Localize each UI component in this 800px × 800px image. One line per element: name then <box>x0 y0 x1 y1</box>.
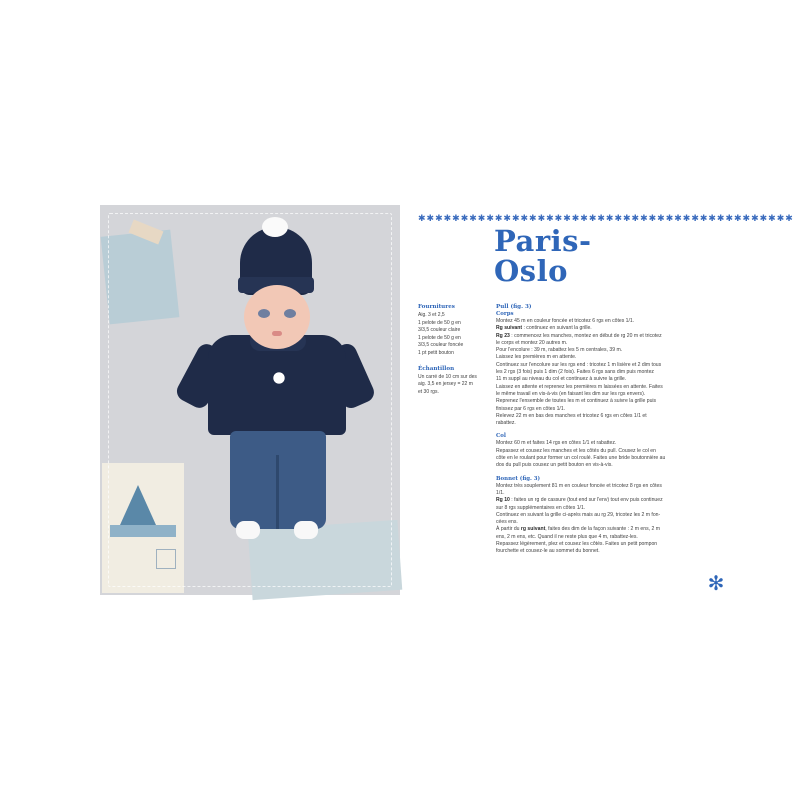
row-label: Rg 23 <box>496 332 510 339</box>
instruction-line <box>496 490 684 497</box>
instruction-line <box>496 497 684 504</box>
instruction-text: le même travail en vis-à-vis (en faisant les dim sur les rgs envers). <box>496 390 646 397</box>
instruction-text: ens, 2 m ens, etc. Quand il ne reste plus que 4 m, rabattez-les. <box>496 533 638 540</box>
instruction-text: 11 m suppl au niveau du col et continuez à suivre la grille. <box>496 376 627 383</box>
bonnet-heading: Bonnet (fig. 3) <box>496 475 541 482</box>
row-label: rg suivant <box>520 526 546 533</box>
instruction-text: fourchette et cousez-le au sommet du bonnet. <box>496 548 600 555</box>
corps-heading: Corps <box>496 311 514 317</box>
title-line-1: Paris- <box>494 224 592 258</box>
materials-sidebar <box>418 304 488 396</box>
fournitures-heading: Fournitures <box>418 304 455 310</box>
instruction-text: les 2 rgs (3 fois) puis 1 dim (2 fois). Faites 6 rgs sans dim puis montez <box>496 369 654 376</box>
instructions <box>496 304 684 556</box>
fournitures-line: Aig. 3 et 2,5 <box>418 312 445 318</box>
instruction-line <box>496 420 684 427</box>
echantillon-line: et 30 rgs. <box>418 388 439 395</box>
col-line: Montez 60 m et faites 14 rgs en côtes 1/1 et rabattez. <box>496 440 617 447</box>
instruction-text: À partir du <box>496 526 521 533</box>
instruction-text: Laissez les premières m en attente. <box>496 354 577 361</box>
instruction-line <box>496 318 684 325</box>
instruction-line <box>496 548 684 555</box>
instruction-line <box>496 534 684 541</box>
instruction-line <box>496 526 684 533</box>
instruction-text: Relevez 22 m en bas des manches et tricotez 6 rgs en côtes 1/1 et <box>496 412 647 419</box>
instruction-line <box>496 369 684 376</box>
instruction-line <box>496 483 684 490</box>
instruction-line <box>496 413 684 420</box>
row-label: Rg 10 <box>496 497 510 504</box>
fournitures-line: 3/3,5 couleur foncée <box>418 342 464 349</box>
bonnet-body <box>496 483 684 556</box>
instruction-text: cées ens. <box>496 519 518 526</box>
echantillon-line: Un carré de 10 cm sur des <box>418 373 477 380</box>
instruction-line <box>496 340 684 347</box>
instruction-line <box>496 406 684 413</box>
instruction-text: , faites des dim de la façon suivante : 2 m ens, 2 m <box>545 526 660 533</box>
pull-heading: Pull (fig. 3) <box>496 304 532 310</box>
instruction-text: Montez très souplement 81 m en couleur foncée et tricotez 8 rgs en côtes <box>496 482 662 489</box>
corps-body <box>496 318 684 427</box>
instruction-text: Pour l'encolure : 39 m, rabattez les 5 m centrales, 39 m. <box>496 347 623 354</box>
echantillon-line: aig. 3,5 en jersey = 22 m <box>418 381 473 388</box>
row-label: Rg suivant <box>496 325 523 332</box>
instruction-line <box>496 325 684 332</box>
instruction-line <box>496 347 684 354</box>
instruction-text: : continuez en suivant la grille. <box>522 325 592 332</box>
instruction-line <box>496 376 684 383</box>
echantillon-heading: Échantillon <box>418 365 455 372</box>
instruction-line <box>496 354 684 361</box>
instruction-text: sur 8 rgs supplémentaires en côtes 1/1. <box>496 504 586 511</box>
col-heading: Col <box>496 433 506 440</box>
fournitures-line: 3/3,5 couleur claire <box>418 327 461 334</box>
instruction-line <box>496 512 684 519</box>
col-line: dos du pull puis cousez un petit bouton en vis-à-vis. <box>496 462 613 469</box>
instruction-text: le corps et montez 20 autres m. <box>496 339 568 346</box>
instruction-line <box>496 391 684 398</box>
instruction-text: 1/1. <box>496 489 505 496</box>
instruction-line <box>496 398 684 405</box>
instruction-line <box>496 541 684 548</box>
fournitures-line: 1 pelote de 50 g en <box>418 334 461 341</box>
instruction-text: rabattez. <box>496 420 516 427</box>
stitched-frame <box>108 213 392 587</box>
instruction-line <box>496 333 684 340</box>
instruction-line <box>496 362 684 369</box>
instruction-line <box>496 505 684 512</box>
instruction-text: Continuez en suivant la grille ci-après mais au rg 29, tricotez les 2 m fon- <box>496 511 661 518</box>
instruction-text: Repassez légèrement, plez et cousez les côtés. Faites un petit pompon <box>496 541 658 548</box>
doll-photo <box>100 205 400 595</box>
col-line: côte en le roulant pour former un col roulé. Faites une bride boutonnière au <box>496 455 666 462</box>
instruction-text: Reprenez l'ensemble de toutes les m et continuez à suivre la grille puis <box>496 398 657 405</box>
snowflake-border: ✱✱✱✱✱✱✱✱✱✱✱✱✱✱✱✱✱✱✱✱✱✱✱✱✱✱✱✱✱✱✱✱✱✱✱✱✱✱✱✱✱✱✱✱ <box>418 213 794 223</box>
instruction-text: Montez 45 m en couleur foncée et tricotez 6 rgs en côtes 1/1. <box>496 318 635 324</box>
instruction-text: : faites un rg de cassure (tout end sur l'env) tout env puis continuez <box>509 497 663 504</box>
col-line: Repassez et cousez les manches et les côtés du pull. Cousez le col en <box>496 447 656 454</box>
instruction-text: finissez par 6 rgs en côtes 1/1. <box>496 405 566 412</box>
snowflake-icon: ✻ <box>707 573 725 595</box>
page-title <box>494 226 591 286</box>
instruction-text: Laissez en attente et reprenez les premières m laissées en attente. Faites <box>496 383 663 390</box>
instruction-text: : commencez les manches, montez en début de rg 20 m et tricotez <box>509 332 662 339</box>
title-line-2: Oslo <box>494 254 568 288</box>
instruction-text: Continuez sur l'encolure sur les rgs end : tricotez 1 m lisière et 2 dim tous <box>496 361 662 368</box>
instruction-line <box>496 384 684 391</box>
fournitures-line: 1 pelote de 50 g en <box>418 319 461 326</box>
fournitures-line: 1 pt petit bouton <box>418 349 454 356</box>
